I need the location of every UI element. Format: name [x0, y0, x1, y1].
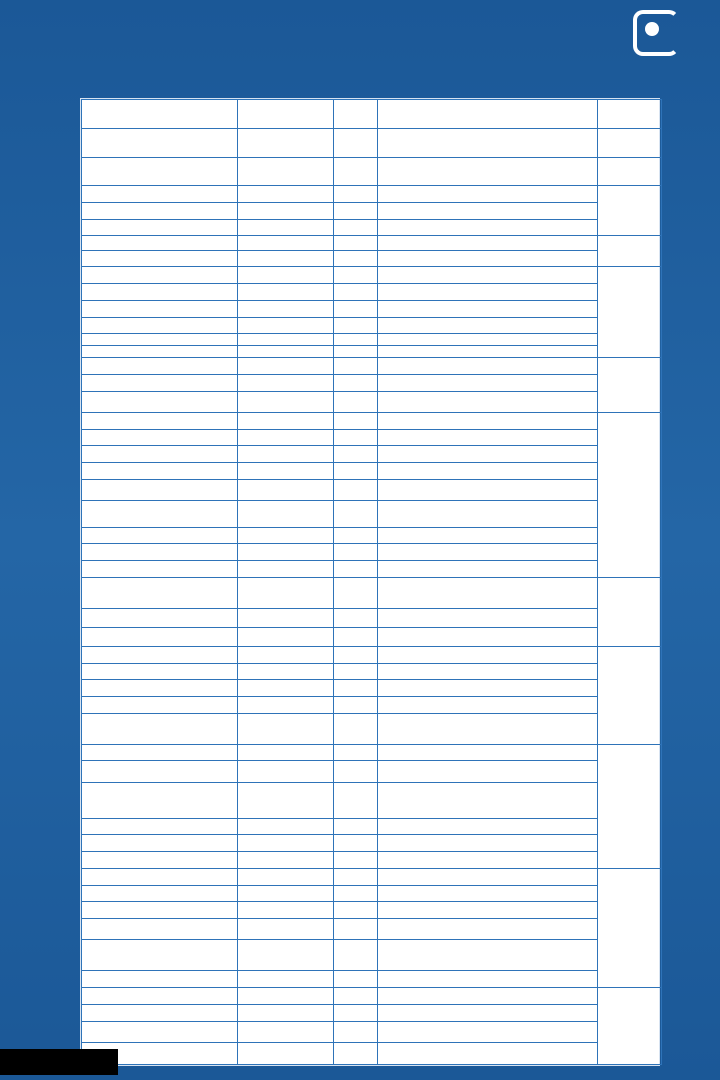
program-time	[334, 902, 378, 919]
program-time	[334, 761, 378, 782]
program-title	[378, 1004, 598, 1021]
program-time	[334, 560, 378, 577]
day-cell	[598, 412, 662, 577]
program-title	[378, 219, 598, 236]
program-title	[378, 835, 598, 852]
header-center	[238, 100, 334, 129]
table-row	[82, 267, 662, 284]
program-title	[378, 527, 598, 544]
program-center	[238, 1004, 334, 1021]
table-row	[82, 885, 662, 902]
day-cell	[598, 868, 662, 987]
program-link[interactable]	[82, 412, 238, 429]
program-title	[378, 202, 598, 219]
program-title	[378, 696, 598, 713]
program-center	[238, 219, 334, 236]
program-time	[334, 374, 378, 391]
table-row	[82, 202, 662, 219]
program-link[interactable]	[82, 544, 238, 561]
program-title	[378, 902, 598, 919]
program-center	[238, 835, 334, 852]
program-time	[334, 1043, 378, 1065]
day-cell	[598, 129, 662, 158]
table-row	[82, 479, 662, 500]
table-row	[82, 544, 662, 561]
program-time	[334, 1021, 378, 1042]
program-center	[238, 267, 334, 284]
table-row	[82, 696, 662, 713]
program-time	[334, 317, 378, 334]
program-link[interactable]	[82, 940, 238, 971]
program-time	[334, 1004, 378, 1021]
program-title	[378, 544, 598, 561]
program-link[interactable]	[82, 317, 238, 334]
program-center	[238, 446, 334, 463]
program-center	[238, 761, 334, 782]
program-title	[378, 560, 598, 577]
program-time	[334, 202, 378, 219]
program-title	[378, 129, 598, 158]
program-center	[238, 429, 334, 446]
program-time	[334, 544, 378, 561]
program-center	[238, 463, 334, 480]
program-center	[238, 885, 334, 902]
table-row	[82, 971, 662, 988]
program-link[interactable]	[82, 988, 238, 1005]
program-link[interactable]	[82, 868, 238, 885]
program-title	[378, 501, 598, 527]
program-center	[238, 501, 334, 527]
program-link[interactable]	[82, 782, 238, 818]
program-link[interactable]	[82, 250, 238, 267]
table-row	[82, 868, 662, 885]
program-link[interactable]	[82, 902, 238, 919]
program-link[interactable]	[82, 334, 238, 346]
table-row	[82, 1021, 662, 1042]
program-time	[334, 835, 378, 852]
program-time	[334, 446, 378, 463]
program-link[interactable]	[82, 608, 238, 627]
logo-mark-icon	[633, 10, 679, 56]
program-link[interactable]	[82, 284, 238, 301]
program-time	[334, 300, 378, 317]
table-row	[82, 446, 662, 463]
program-title	[378, 334, 598, 346]
table-row	[82, 782, 662, 818]
program-title	[378, 412, 598, 429]
program-center	[238, 940, 334, 971]
program-center	[238, 300, 334, 317]
program-link[interactable]	[82, 219, 238, 236]
program-time	[334, 971, 378, 988]
header-time	[334, 100, 378, 129]
program-link[interactable]	[82, 560, 238, 577]
program-title	[378, 346, 598, 358]
program-link[interactable]	[82, 761, 238, 782]
program-center	[238, 284, 334, 301]
program-time	[334, 646, 378, 663]
program-link[interactable]	[82, 885, 238, 902]
program-title	[378, 1021, 598, 1042]
program-title	[378, 374, 598, 391]
program-title	[378, 627, 598, 646]
program-link[interactable]	[82, 744, 238, 761]
program-center	[238, 818, 334, 835]
program-link[interactable]	[82, 971, 238, 988]
program-title	[378, 761, 598, 782]
table-row	[82, 902, 662, 919]
table-row	[82, 627, 662, 646]
program-center	[238, 391, 334, 412]
program-center	[238, 918, 334, 939]
program-link[interactable]	[82, 236, 238, 250]
program-time	[334, 782, 378, 818]
table-row	[82, 761, 662, 782]
program-link[interactable]	[82, 391, 238, 412]
program-link[interactable]	[82, 646, 238, 663]
table-row	[82, 463, 662, 480]
table-row	[82, 940, 662, 971]
program-link[interactable]	[82, 300, 238, 317]
program-link[interactable]	[82, 852, 238, 869]
program-title	[378, 284, 598, 301]
program-title	[378, 267, 598, 284]
table-row	[82, 391, 662, 412]
program-link[interactable]	[82, 446, 238, 463]
table-row	[82, 284, 662, 301]
table-row	[82, 358, 662, 375]
program-time	[334, 852, 378, 869]
program-time	[334, 250, 378, 267]
program-time	[334, 818, 378, 835]
program-link[interactable]	[82, 186, 238, 203]
program-link[interactable]	[82, 202, 238, 219]
program-center	[238, 236, 334, 250]
program-center	[238, 608, 334, 627]
program-center	[238, 317, 334, 334]
program-link[interactable]	[82, 818, 238, 835]
program-link[interactable]	[82, 663, 238, 680]
program-center	[238, 129, 334, 158]
table-row	[82, 988, 662, 1005]
table-row	[82, 429, 662, 446]
program-center	[238, 157, 334, 186]
program-center	[238, 1021, 334, 1042]
program-time	[334, 219, 378, 236]
program-center	[238, 577, 334, 608]
table-row	[82, 129, 662, 158]
table-row	[82, 334, 662, 346]
program-link[interactable]	[82, 129, 238, 158]
table-row	[82, 300, 662, 317]
program-center	[238, 713, 334, 744]
program-link[interactable]	[82, 501, 238, 527]
program-center	[238, 902, 334, 919]
program-time	[334, 608, 378, 627]
program-title	[378, 852, 598, 869]
program-title	[378, 391, 598, 412]
table-row	[82, 219, 662, 236]
table-row	[82, 713, 662, 744]
program-center	[238, 412, 334, 429]
header-day	[598, 100, 662, 129]
program-time	[334, 885, 378, 902]
table-row	[82, 744, 662, 761]
program-center	[238, 646, 334, 663]
program-center	[238, 971, 334, 988]
table-row	[82, 1043, 662, 1065]
program-time	[334, 186, 378, 203]
site-footer	[0, 1049, 118, 1075]
day-cell	[598, 236, 662, 267]
table-row	[82, 852, 662, 869]
program-time	[334, 680, 378, 697]
program-center	[238, 680, 334, 697]
day-cell	[598, 157, 662, 186]
program-link[interactable]	[82, 374, 238, 391]
day-cell	[598, 358, 662, 413]
program-title	[378, 479, 598, 500]
program-time	[334, 627, 378, 646]
program-time	[334, 358, 378, 375]
program-time	[334, 527, 378, 544]
table-row	[82, 346, 662, 358]
table-row	[82, 374, 662, 391]
program-title	[378, 157, 598, 186]
program-center	[238, 374, 334, 391]
day-cell	[598, 267, 662, 358]
program-link[interactable]	[82, 463, 238, 480]
day-cell	[598, 744, 662, 868]
program-title	[378, 1043, 598, 1065]
university-logo	[610, 10, 702, 59]
program-time	[334, 744, 378, 761]
table-row	[82, 236, 662, 250]
program-center	[238, 334, 334, 346]
program-link[interactable]	[82, 157, 238, 186]
program-title	[378, 236, 598, 250]
program-link[interactable]	[82, 358, 238, 375]
program-title	[378, 446, 598, 463]
program-time	[334, 696, 378, 713]
program-time	[334, 463, 378, 480]
program-time	[334, 501, 378, 527]
table-row	[82, 501, 662, 527]
program-title	[378, 818, 598, 835]
header-title	[378, 100, 598, 129]
table-row	[82, 250, 662, 267]
program-time	[334, 412, 378, 429]
table-row	[82, 186, 662, 203]
program-link[interactable]	[82, 346, 238, 358]
program-title	[378, 918, 598, 939]
program-title	[378, 885, 598, 902]
header-link	[82, 100, 238, 129]
program-title	[378, 463, 598, 480]
table-row	[82, 317, 662, 334]
program-link[interactable]	[82, 267, 238, 284]
program-link[interactable]	[82, 835, 238, 852]
program-center	[238, 627, 334, 646]
program-center	[238, 1043, 334, 1065]
program-title	[378, 646, 598, 663]
program-link[interactable]	[82, 479, 238, 500]
program-center	[238, 479, 334, 500]
program-time	[334, 663, 378, 680]
program-time	[334, 346, 378, 358]
program-center	[238, 663, 334, 680]
program-link[interactable]	[82, 527, 238, 544]
schedule-body	[82, 129, 662, 1065]
program-center	[238, 346, 334, 358]
program-center	[238, 988, 334, 1005]
program-center	[238, 358, 334, 375]
program-title	[378, 971, 598, 988]
program-time	[334, 479, 378, 500]
program-title	[378, 782, 598, 818]
program-center	[238, 868, 334, 885]
program-title	[378, 680, 598, 697]
schedule-table	[81, 99, 662, 1065]
program-time	[334, 988, 378, 1005]
program-title	[378, 250, 598, 267]
program-link[interactable]	[82, 1004, 238, 1021]
program-link[interactable]	[82, 429, 238, 446]
program-center	[238, 202, 334, 219]
program-time	[334, 236, 378, 250]
day-cell	[598, 577, 662, 646]
program-time	[334, 577, 378, 608]
program-link[interactable]	[82, 918, 238, 939]
program-center	[238, 744, 334, 761]
table-row	[82, 918, 662, 939]
table-row	[82, 157, 662, 186]
table-row	[82, 1004, 662, 1021]
program-time	[334, 868, 378, 885]
program-center	[238, 696, 334, 713]
program-time	[334, 429, 378, 446]
program-time	[334, 267, 378, 284]
program-title	[378, 577, 598, 608]
schedule-table-container	[80, 98, 660, 1066]
program-time	[334, 918, 378, 939]
table-row	[82, 835, 662, 852]
table-row	[82, 412, 662, 429]
program-time	[334, 391, 378, 412]
program-time	[334, 284, 378, 301]
day-cell	[598, 988, 662, 1065]
program-center	[238, 544, 334, 561]
table-row	[82, 818, 662, 835]
program-center	[238, 250, 334, 267]
program-time	[334, 334, 378, 346]
day-cell	[598, 646, 662, 744]
program-time	[334, 940, 378, 971]
program-title	[378, 663, 598, 680]
program-center	[238, 527, 334, 544]
program-title	[378, 988, 598, 1005]
program-center	[238, 186, 334, 203]
program-title	[378, 608, 598, 627]
table-row	[82, 646, 662, 663]
program-title	[378, 186, 598, 203]
program-center	[238, 852, 334, 869]
program-title	[378, 940, 598, 971]
program-time	[334, 713, 378, 744]
program-link[interactable]	[82, 577, 238, 608]
table-row	[82, 663, 662, 680]
program-time	[334, 129, 378, 158]
program-link[interactable]	[82, 680, 238, 697]
program-title	[378, 358, 598, 375]
program-title	[378, 300, 598, 317]
program-title	[378, 429, 598, 446]
table-row	[82, 560, 662, 577]
program-title	[378, 744, 598, 761]
program-center	[238, 560, 334, 577]
table-row	[82, 608, 662, 627]
table-row	[82, 577, 662, 608]
program-time	[334, 157, 378, 186]
table-header-row	[82, 100, 662, 129]
table-row	[82, 527, 662, 544]
program-center	[238, 782, 334, 818]
table-row	[82, 680, 662, 697]
day-cell	[598, 186, 662, 236]
program-link[interactable]	[82, 627, 238, 646]
program-link[interactable]	[82, 713, 238, 744]
program-title	[378, 868, 598, 885]
program-title	[378, 317, 598, 334]
program-title	[378, 713, 598, 744]
program-link[interactable]	[82, 1021, 238, 1042]
program-link[interactable]	[82, 696, 238, 713]
